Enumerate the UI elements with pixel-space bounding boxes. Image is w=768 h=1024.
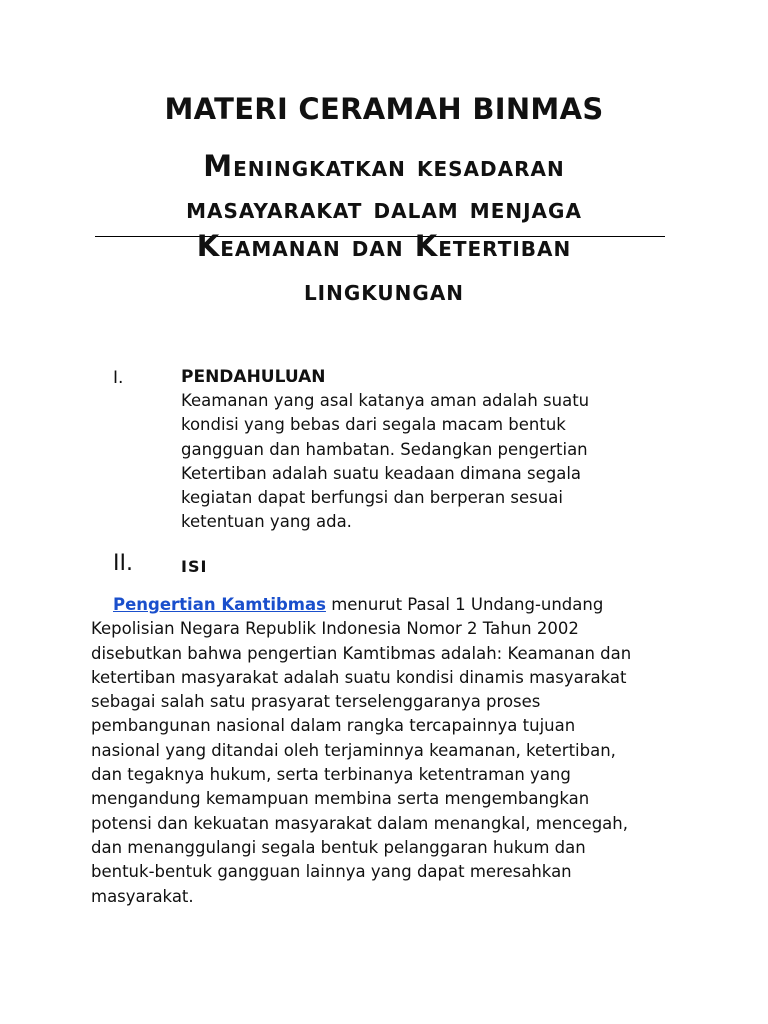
section-2-line: sebagai salah satu prasyarat terselenggaranya proses xyxy=(91,692,541,712)
pengertian-kamtibmas-link[interactable]: Pengertian Kamtibmas xyxy=(113,595,326,614)
section-1-number: I. xyxy=(113,368,124,388)
section-2-line: Kepolisian Negara Republik Indonesia Nomor 2 Tahun 2002 xyxy=(91,619,579,639)
subtitle-line-1-cap: M xyxy=(203,149,234,183)
section-1-line: kegiatan dapat berfungsi dan berperan sesuai xyxy=(181,488,563,508)
subtitle-line-3-cap2: K xyxy=(414,229,439,263)
section-2-heading: ISI xyxy=(181,557,208,576)
section-1-line: ketentuan yang ada. xyxy=(181,512,352,532)
subtitle-line-3-rest: etertiban xyxy=(438,229,572,263)
subtitle-line-3-mid: eamanan dan xyxy=(220,229,415,263)
section-2-line: potensi dan kekuatan masyarakat dalam menangkal, mencegah, xyxy=(91,813,628,833)
subtitle-line-1-rest: eningkatkan kesadaran xyxy=(233,149,565,183)
section-2-line: disebutkan bahwa pengertian Kamtibmas adalah: Keamanan dan xyxy=(91,643,632,663)
section-1-body xyxy=(181,389,651,535)
section-2-line: dan tegaknya hukum, serta terbinanya ketentraman yang xyxy=(91,765,571,785)
section-2-line: ketertiban masyarakat adalah suatu kondisi dinamis masyarakat xyxy=(91,667,627,687)
section-2-line: pembangunan nasional dalam rangka tercapainnya tujuan xyxy=(91,716,576,736)
section-1-line: gangguan dan hambatan. Sedangkan pengertian xyxy=(181,439,588,459)
section-2-line: masyarakat. xyxy=(91,886,194,906)
document-title: MATERI CERAMAH BINMAS xyxy=(164,92,604,126)
subtitle-line-3-cap1: K xyxy=(196,229,221,263)
section-2-number: II. xyxy=(113,551,133,576)
subtitle-line-1 xyxy=(0,149,768,183)
section-2-line: nasional yang ditandai oleh terjaminnya keamanan, ketertiban, xyxy=(91,740,616,760)
section-2-line: mengandung kemampuan membina serta mengembangkan xyxy=(91,789,590,809)
section-1-line: Ketertiban adalah suatu keadaan dimana segala xyxy=(181,463,582,483)
section-1-line: Keamanan yang asal katanya aman adalah suatu xyxy=(181,391,590,410)
section-2-first-line-rest: menurut Pasal 1 Undang-undang xyxy=(325,595,604,614)
section-2-paragraph xyxy=(91,593,691,909)
subtitle-line-4: lingkungan xyxy=(303,273,465,307)
section-2-first-line xyxy=(91,593,691,617)
section-2-line: bentuk-bentuk gangguan lainnya yang dapat meresahkan xyxy=(91,862,572,882)
section-1-heading: PENDAHULUAN xyxy=(181,367,326,387)
section-1-line: kondisi yang bebas dari segala macam bentuk xyxy=(181,415,566,435)
subtitle-line-2: masayarakat dalam menjaga xyxy=(186,191,582,225)
section-2-line: dan menanggulangi segala bentuk pelanggaran hukum dan xyxy=(91,837,586,857)
subtitle-line-3 xyxy=(0,229,768,263)
